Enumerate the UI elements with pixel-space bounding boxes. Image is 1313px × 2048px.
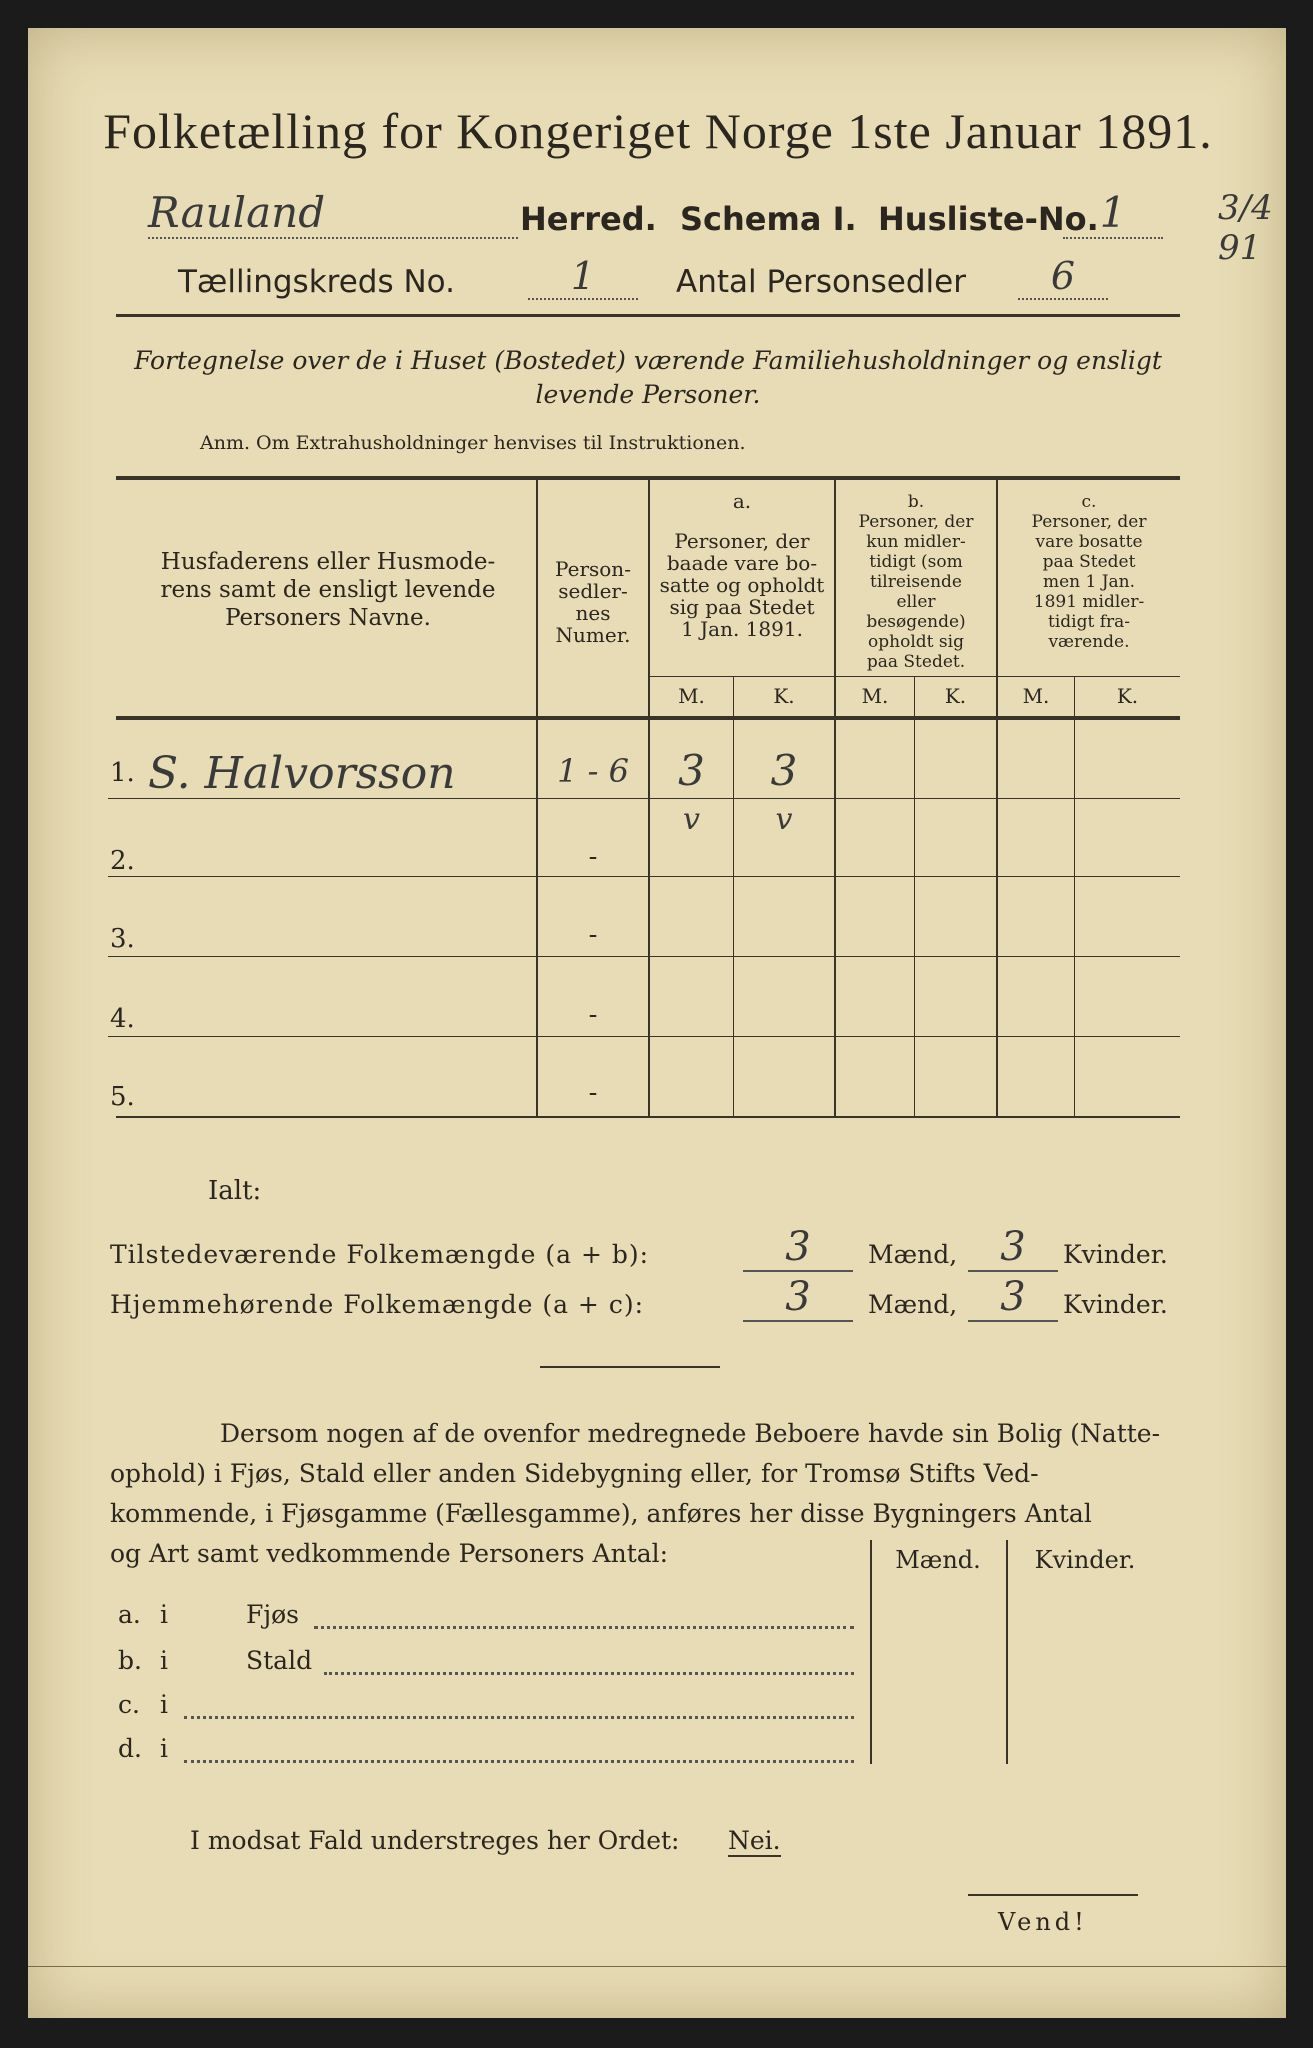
kvinder-label: Kvinder. <box>1063 1240 1168 1269</box>
header-line: tidigt fra- <box>1047 612 1130 632</box>
col-letter: c. <box>1081 492 1097 512</box>
header-line: værende. <box>1048 632 1130 652</box>
col-divider <box>733 676 734 1118</box>
list-item <box>118 1600 863 1644</box>
col-divider <box>1006 1540 1008 1764</box>
col-c-k: K. <box>1116 684 1139 708</box>
item-i: i <box>160 1646 168 1675</box>
header-line: eller <box>896 592 936 612</box>
form-title: Folketælling for Kongeriget Norge 1ste Januar 1891. <box>103 103 1213 159</box>
header-line: 1891 midler- <box>1033 592 1145 612</box>
header-line: tilreisende <box>869 572 962 592</box>
antal-label: Antal Personsedler <box>676 264 966 300</box>
kvinder-label: Kvinder. <box>1063 1290 1168 1319</box>
header-line: Husfaderens eller Husmode- <box>160 549 496 575</box>
kreds-number-hw: 1 <box>528 254 638 300</box>
header-line: Personer, der <box>858 512 974 532</box>
header-line: vare bosatte <box>1035 532 1143 552</box>
nei-word: Nei. <box>728 1826 781 1855</box>
col-divider <box>914 676 915 1118</box>
item-label: Stald <box>246 1646 313 1675</box>
header-line: Personer, der <box>1031 512 1147 532</box>
row-a-k-hw: 3 <box>770 746 798 795</box>
row-numer-dash: - <box>588 1000 598 1030</box>
col-a-k: K. <box>773 684 795 708</box>
dotted-leader <box>184 1760 854 1763</box>
para-line: kommende, i Fjøsgamme (Fællesgamme), anføres her disse Bygningers Antal <box>110 1499 1092 1528</box>
item-letter: c. <box>118 1690 140 1719</box>
col-b-m: M. <box>861 684 889 708</box>
row-number: 1. <box>110 758 135 788</box>
col-a-m: M. <box>678 684 705 708</box>
header-line: Personers Navne. <box>225 605 431 631</box>
hjemme-maend-hw: 3 <box>743 1274 853 1322</box>
col-b-k: K. <box>944 684 967 708</box>
modsat-fald-text: I modsat Fald understreges her Ordet: <box>190 1826 680 1855</box>
row-numer-hw: 1 - 6 <box>557 752 629 790</box>
para-line: ophold) i Fjøs, Stald eller anden Sidebygning eller, for Tromsø Stifts Ved- <box>110 1459 1039 1488</box>
census-form-page <box>28 28 1286 2018</box>
header-line: sig paa Stedet <box>669 595 815 619</box>
col-letter: a. <box>732 489 752 513</box>
check-mark-icon: v <box>683 802 700 837</box>
anm-note: Anm. Om Extrahusholdninger henvises til Instruktionen. <box>200 432 746 454</box>
bottom-fold-line <box>28 1966 1286 1967</box>
list-item <box>118 1646 863 1690</box>
header-line: satte og opholdt <box>659 573 825 597</box>
vend-text: Vend! <box>998 1908 1088 1936</box>
header-line: Numer. <box>555 623 631 647</box>
row-rule <box>108 876 1180 877</box>
row-number: 4. <box>110 1004 135 1034</box>
row-name-hw: S. Halvorsson <box>148 748 456 799</box>
husliste-label: Husliste-No. <box>878 200 1099 238</box>
intro-line-2: levende Personer. <box>535 380 761 409</box>
header-line: paa Stedet <box>1042 552 1136 572</box>
para-line: Dersom nogen af de ovenfor medregnede Beboere havde sin Bolig (Natte- <box>220 1419 1161 1448</box>
numer-column-header <box>538 558 648 646</box>
intro-line-1: Fortegnelse over de i Huset (Bostedet) værende Familiehusholdninger og ensligt <box>134 346 1162 375</box>
header-line: 1 Jan. 1891. <box>681 617 803 641</box>
row-number: 3. <box>110 924 135 954</box>
separator-rule <box>540 1366 720 1368</box>
hjemme-kvinder-hw: 3 <box>968 1274 1058 1322</box>
item-i: i <box>160 1600 168 1629</box>
para-line: og Art samt vedkommende Personers Antal: <box>110 1539 669 1568</box>
header-line: rens samt de ensligt levende <box>160 577 496 603</box>
side-note-hw: 3/4 91 <box>1218 188 1273 268</box>
dotted-leader <box>184 1716 854 1719</box>
dotted-leader <box>314 1626 854 1629</box>
schema-label: Schema I. <box>680 200 857 238</box>
maend-label: Mænd, <box>868 1290 958 1319</box>
row-rule <box>108 1036 1180 1037</box>
ialt-label: Ialt: <box>208 1176 262 1206</box>
col-c-m: M. <box>1022 684 1050 708</box>
col-divider <box>870 1540 872 1764</box>
item-letter: d. <box>118 1734 142 1763</box>
item-i: i <box>160 1734 168 1763</box>
herred-handwritten: Rauland <box>148 188 518 239</box>
header-line: besøgende) <box>866 612 966 632</box>
item-label: Fjøs <box>246 1600 299 1629</box>
row-numer-dash: - <box>588 920 598 950</box>
col-divider <box>1074 676 1075 1118</box>
row-numer-dash: - <box>588 842 598 872</box>
row-numer-dash: - <box>588 1078 598 1108</box>
row-number: 2. <box>110 846 135 876</box>
header-rule <box>116 314 1180 317</box>
header-line: nes <box>575 601 611 625</box>
header-line: sedler- <box>558 579 628 603</box>
col-letter: b. <box>907 492 925 512</box>
item-letter: b. <box>118 1646 142 1675</box>
kvinder-column-header: Kvinder. <box>1034 1546 1136 1574</box>
tilsted-maend-hw: 3 <box>743 1224 853 1272</box>
col-c-header <box>998 492 1180 652</box>
vend-rule <box>968 1894 1138 1896</box>
header-line: opholdt sig <box>868 632 964 652</box>
hjemme-label: Hjemmehørende Folkemængde (a + c): <box>110 1290 644 1319</box>
header-line: men 1 Jan. <box>1042 572 1136 592</box>
list-item <box>118 1734 863 1778</box>
header-line: Person- <box>555 557 631 581</box>
item-i: i <box>160 1690 168 1719</box>
col-a-header <box>650 490 834 640</box>
herred-label: Herred. <box>520 200 657 238</box>
header-line: Personer, der <box>674 529 810 553</box>
antal-number-hw: 6 <box>1018 254 1108 300</box>
check-mark-icon: v <box>775 802 793 837</box>
tilsted-kvinder-hw: 3 <box>968 1224 1058 1272</box>
header-line: tidigt (som <box>869 552 963 572</box>
header-line: kun midler- <box>866 532 966 552</box>
tilsted-label: Tilstedeværende Folkemængde (a + b): <box>110 1240 650 1269</box>
row-a-m-hw: 3 <box>678 746 705 795</box>
row-number: 5. <box>110 1082 135 1112</box>
maend-column-header: Mænd. <box>895 1546 981 1574</box>
maend-label: Mænd, <box>868 1240 958 1269</box>
mk-rule <box>648 676 1180 677</box>
names-column-header <box>123 548 533 632</box>
item-letter: a. <box>118 1600 141 1629</box>
husliste-number-hw: 1 <box>1063 188 1163 239</box>
dotted-leader <box>324 1672 854 1675</box>
header-line: baade vare bo- <box>666 551 818 575</box>
header-line: paa Stedet. <box>866 652 966 672</box>
col-b-header <box>836 492 996 672</box>
row-rule <box>108 956 1180 957</box>
list-item <box>118 1690 863 1734</box>
kreds-label: Tællingskreds No. <box>178 264 455 300</box>
